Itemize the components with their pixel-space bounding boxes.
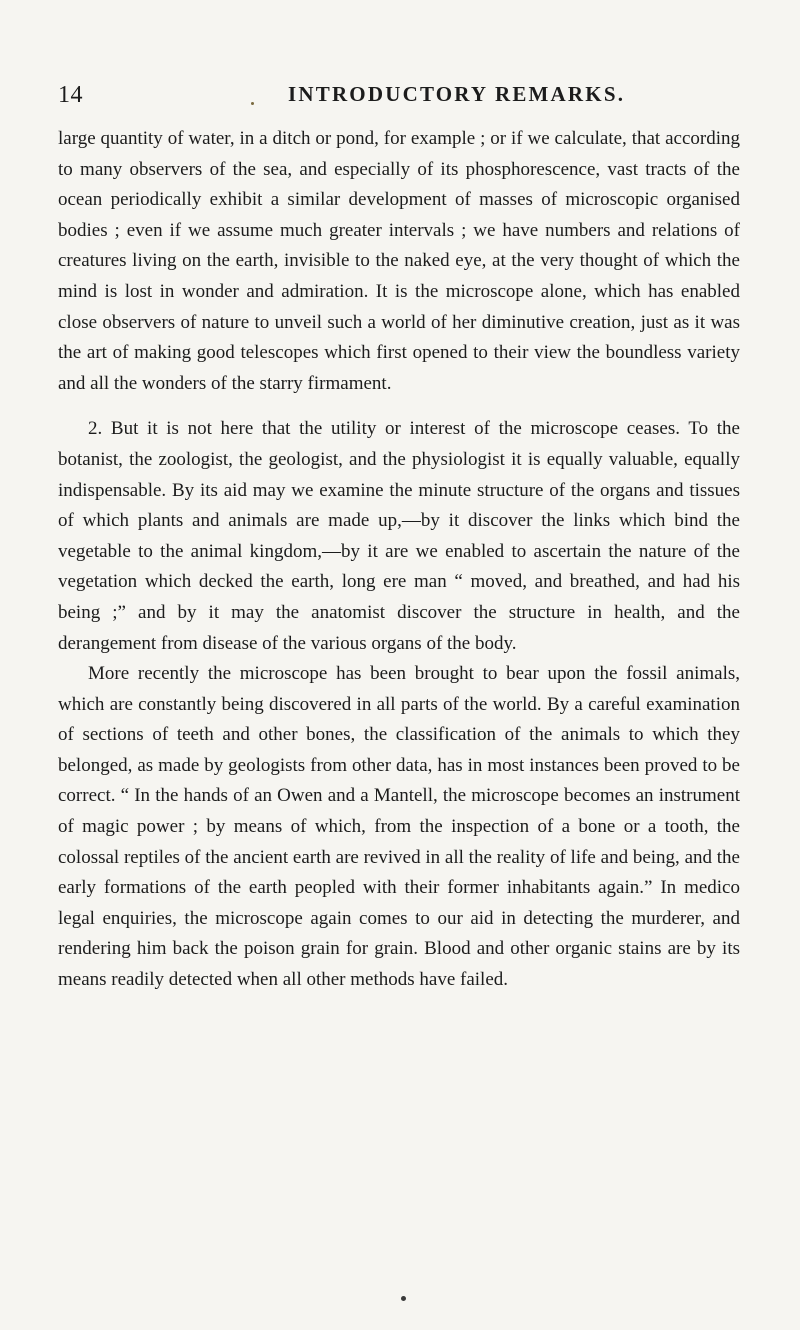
paragraph-continued: large quantity of water, in a ditch or pond, for example ; or if we calculate, that according to many observers of the sea, and especially of its phosphorescence, vast tracts of the ocean periodically exhibit a similar development of masses of microscopic organised bodies ; even if we assume much greater intervals ; we have numbers and relations of creatures living on the earth, invisible to the naked eye, at the very thought of which the mind is lost in wonder and admiration. It is the microscope alone, which has enabled close observers of nature to unveil such a world of her diminutive creation, just as it was the art of making good telescopes which first opened to their view the boundless variety and all the wonders of the starry firmament. xyxy=(58,128,740,394)
paragraph-section-2: 2. But it is not here that the utility or interest of the microscope ceases. To the botanist, the zoologist, the geologist, and the physiologist it is equally valuable, equally indispensable. By its aid may we examine the minute structure of the organs and tissues of which plants and animals are made up,—by it discover the links which bind the vegetable to the animal kingdom,—by it are we enabled to ascertain the nature of the vegetation which decked the earth, long ere man “ moved, and breathed, and had his being ;” and by it may the anatomist discover the structure in health, and the derangement from disease of the various organs of the body. xyxy=(58,418,740,654)
paragraph-fossils: More recently the microscope has been brought to bear upon the fossil animals, which are constantly being discovered in all parts of the world. By a careful examination of sections of teeth and other bones, the classification of the animals to which they belonged, as made by geologists from other data, has in most instances been proved to be correct. “ In the hands of an Owen and a Mantell, the microscope becomes an instrument of magic power ; by means of which, from the inspection of a bone or a tooth, the colossal reptiles of the ancient earth are revived in all the reality of life and being, and the early formations of the earth peopled with their former inhabitants again.” In medico legal enquiries, the microscope again comes to our aid in detecting the murderer, and rendering him back the poison grain for grain. Blood and other organic stains are by its means readily detected when all other methods have failed. xyxy=(58,663,740,991)
page-number: 14 xyxy=(58,82,83,108)
running-head: INTRODUCTORY REMARKS. xyxy=(288,82,626,106)
print-speck xyxy=(251,102,254,105)
print-speck xyxy=(401,1296,406,1301)
body-text xyxy=(58,124,740,996)
page-header xyxy=(58,76,742,116)
